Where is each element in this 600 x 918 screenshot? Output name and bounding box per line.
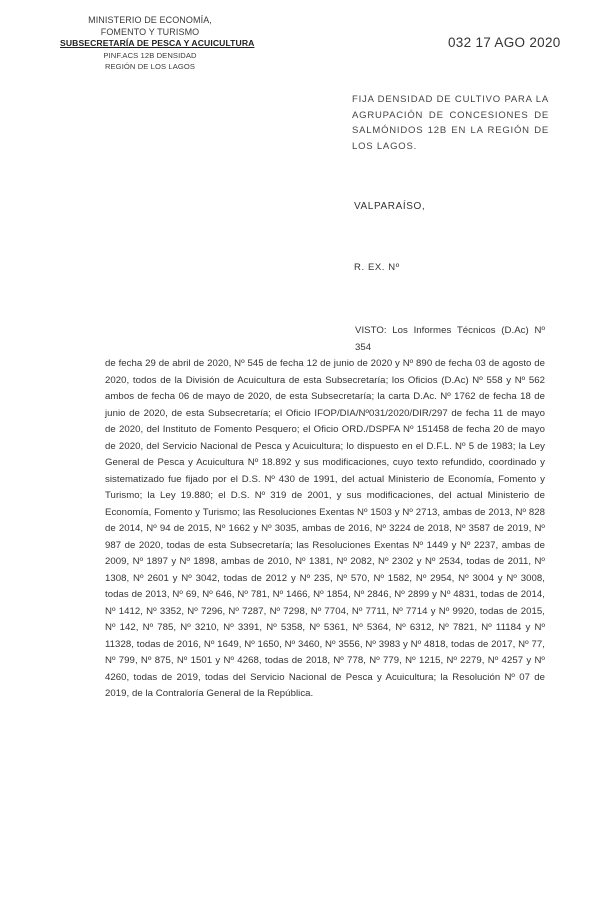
ministry-name: MINISTERIO DE ECONOMÍA,: [88, 15, 212, 25]
visto-body: de fecha 29 de abril de 2020, Nº 545 de fecha 12 de junio de 2020 y Nº 890 de fecha 03 de agosto de 2020, todos de la División de Acuicultura de esta Subsecretaría; los Oficios (D.Ac) Nº 558 y Nº 562 ambos de fecha 06 de mayo de 2020, de esta Subsecretaría; la carta D.Ac. Nº 1762 de fecha 18 de junio de 2020, de esta Subsecretaría; el Oficio IFOP/DIA/Nº031/2020/DIR/297 de fecha 11 de mayo de 2020, del Instituto de Fomento Pesquero; el Oficio ORD./DSPFA Nº 151458 de fecha 20 de mayo de 2020, del Servicio Nacional de Pesca y Acuicultura; lo dispuesto en el D.F.L. Nº 5 de 1983; la Ley General de Pesca y Acuicultura Nº 18.892 y sus modificaciones, cuyo texto refundido, coordinado y sistematizado fue fijado por el D.S. Nº 430 de 1991, del actual Ministerio de Economía, Fomento y Turismo; la Ley 19.880; el D.S. Nº 319 de 2001, y sus modificaciones, del actual Ministerio de Economía, Fomento y Turismo; las Resoluciones Exentas Nº 1503 y Nº 2713, ambas de 2013, Nº 828 de 2014, Nº 94 de 2015, Nº 1662 y Nº 3035, ambas de 2016, Nº 3224 de 2018, Nº 3587 de 2019, Nº 987 de 2020, todas de esta Subsecretaría; las Resoluciones Exentas Nº 1449 y Nº 2237, ambas de 2009, Nº 1897 y Nº 1898, ambas de 2010, Nº 1381, Nº 2082, Nº 2302 y Nº 2534, todas de 2011, Nº 1308, Nº 2601 y Nº 3042, todas de 2012 y Nº 235, Nº 570, Nº 1582, Nº 2954, Nº 3004 y Nº 3008, todas de 2013, Nº 69, Nº 646, Nº 781, Nº 1466, Nº 1854, Nº 2846, Nº 2899 y Nº 4831, todas de 2014, Nº 1412, Nº 3352, Nº 7296, Nº 7287, Nº 7298, Nº 7704, Nº 7711, Nº 7714 y Nº 9920, todas de 2015, Nº 142, Nº 785, Nº 3210, Nº 3391, Nº 5358, Nº 5361, Nº 5364, Nº 6312, Nº 7821, Nº 11184 y Nº 11328, todas de 2016, Nº 1649, Nº 1650, Nº 3460, Nº 3556, Nº 3983 y Nº 4818, todas de 2017, Nº 77, Nº 799, Nº 875, Nº 1501 y Nº 4268, todas de 2018, Nº 778, Nº 779, Nº 1215, Nº 2279, Nº 4257 y Nº 4260, todas de 2019, todas del Servicio Nacional de Pesca y Acuicultura; la Resolución Nº 07 de 2019, de la Contraloría General de la República.: [105, 358, 545, 699]
ministry-name-line2: FOMENTO Y TURISMO: [100, 26, 200, 37]
resolution-exenta-label: R. EX. Nº: [354, 262, 400, 273]
place-label: VALPARAÍSO,: [354, 201, 426, 212]
resolution-number-date-stamp: 032 17 AGO 2020: [448, 35, 561, 50]
letterhead: [60, 15, 255, 73]
visto-lead-line: VISTO: Los Informes Técnicos (D.Ac) Nº 354: [355, 325, 545, 353]
subsecretaria-name: SUBSECRETARÍA DE PESCA Y ACUICULTURA: [60, 38, 255, 48]
region-name: REGIÓN DE LOS LAGOS: [104, 62, 196, 71]
visto-paragraph: [105, 323, 545, 703]
resolution-subject: FIJA DENSIDAD DE CULTIVO PARA LA AGRUPACIÓN DE CONCESIONES DE SALMÓNIDOS 12B EN LA REGIÓN DE LOS LAGOS.: [352, 94, 549, 152]
reference-code: PINF.ACS 12B DENSIDAD: [103, 50, 197, 60]
